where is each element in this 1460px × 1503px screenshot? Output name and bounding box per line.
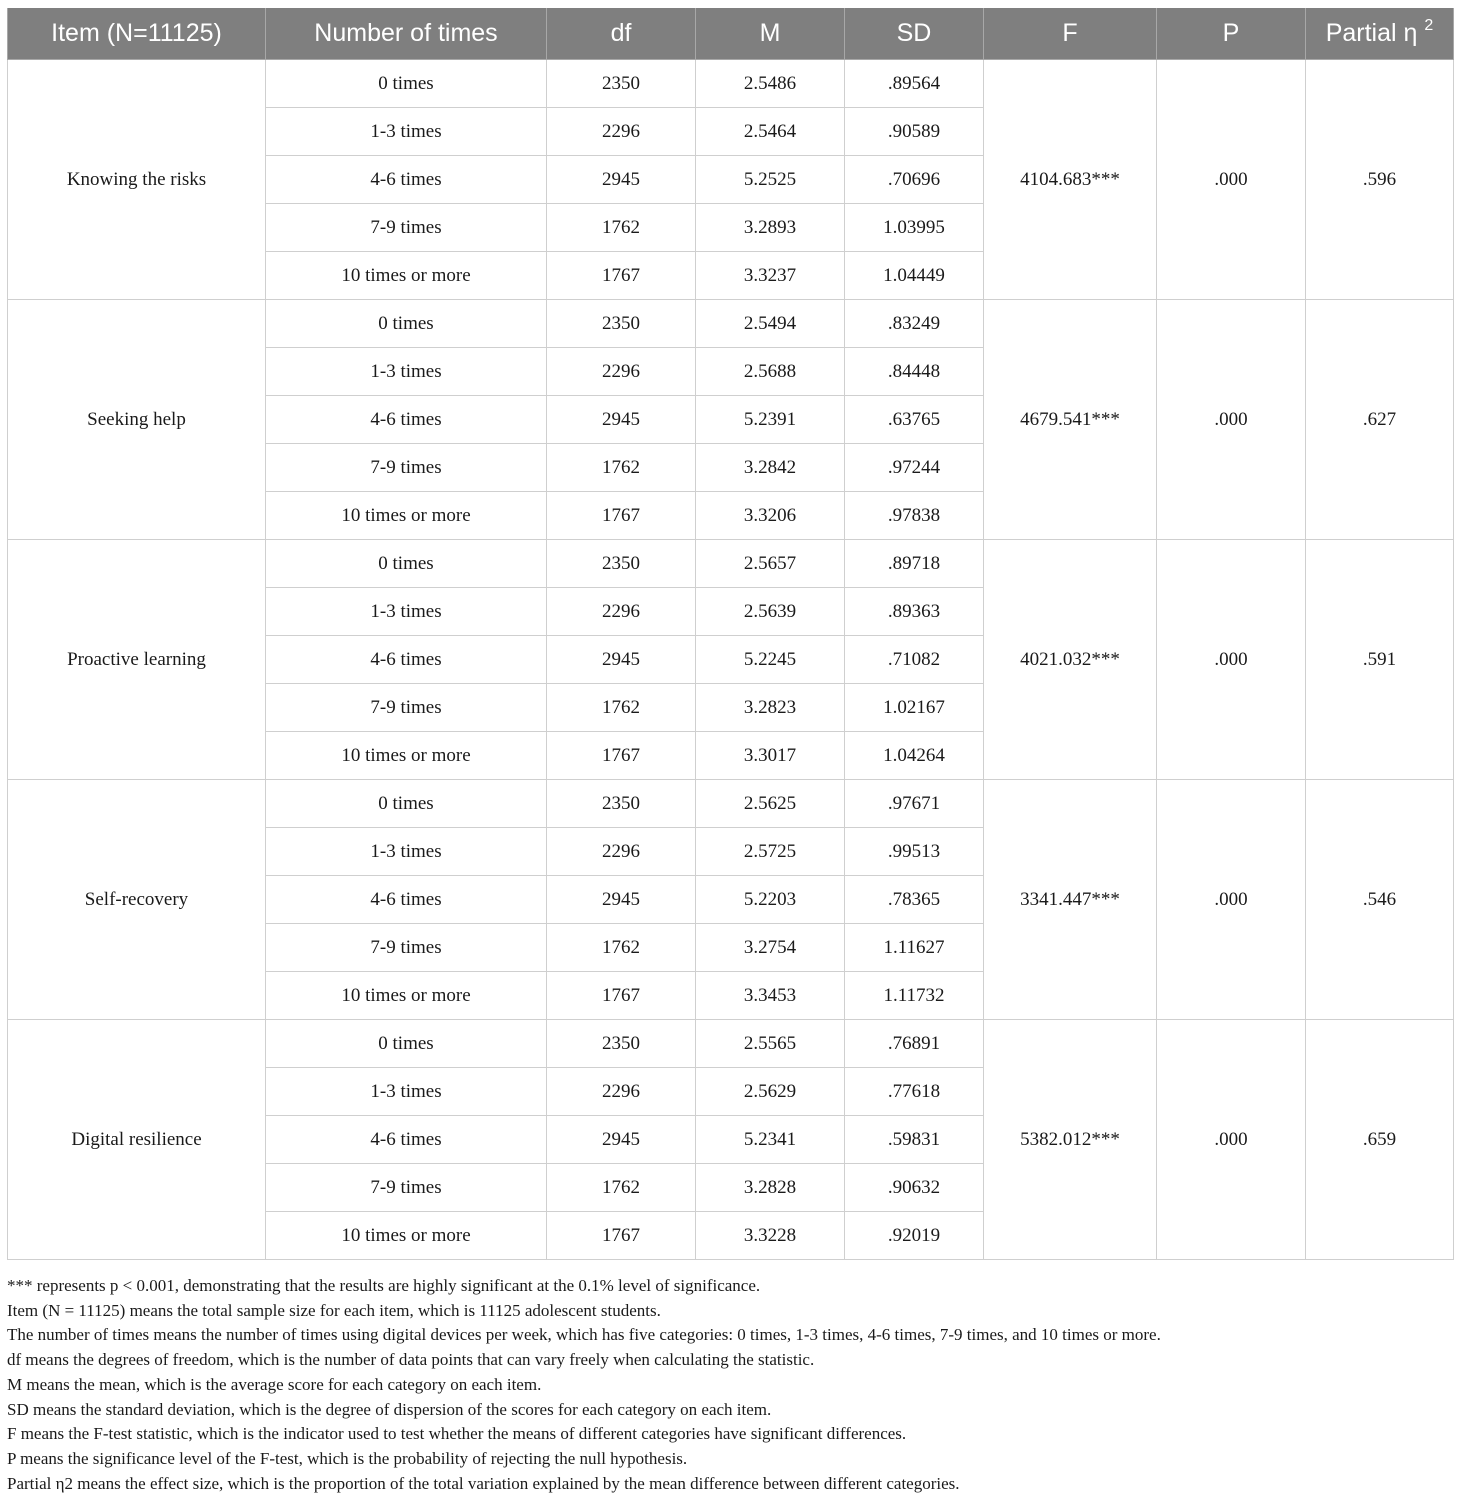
times-cell: 1-3 times: [266, 828, 547, 876]
p-cell: .000: [1157, 780, 1306, 1020]
mean-cell: 5.2203: [696, 876, 845, 924]
df-cell: 2945: [547, 1116, 696, 1164]
times-cell: 4-6 times: [266, 636, 547, 684]
f-cell: 3341.447***: [984, 780, 1157, 1020]
df-cell: 1767: [547, 492, 696, 540]
df-cell: 1762: [547, 444, 696, 492]
table-note: df means the degrees of freedom, which is the number of data points that can vary freely when calculating the statistic.: [7, 1350, 815, 1370]
df-cell: 2350: [547, 540, 696, 588]
table-row: [8, 1020, 1454, 1068]
times-cell: 7-9 times: [266, 924, 547, 972]
sd-cell: .84448: [845, 348, 984, 396]
sd-cell: .77618: [845, 1068, 984, 1116]
times-cell: 10 times or more: [266, 1212, 547, 1260]
sd-cell: .76891: [845, 1020, 984, 1068]
eta-cell: .546: [1306, 780, 1454, 1020]
mean-cell: 5.2391: [696, 396, 845, 444]
times-cell: 1-3 times: [266, 108, 547, 156]
table-note: Item (N = 11125) means the total sample size for each item, which is 11125 adolescent students.: [7, 1300, 661, 1320]
mean-cell: 3.2754: [696, 924, 845, 972]
table-note: SD means the standard deviation, which is the degree of dispersion of the scores for each category on each item.: [7, 1399, 772, 1419]
mean-cell: 2.5494: [696, 300, 845, 348]
times-cell: 10 times or more: [266, 732, 547, 780]
table-note: The number of times means the number of times using digital devices per week, which has five categories: 0 times, 1-3 times, 4-6 times, 7-9 times, and 10 times or more.: [7, 1325, 1161, 1345]
df-cell: 2945: [547, 876, 696, 924]
df-cell: 2296: [547, 828, 696, 876]
sd-cell: .89718: [845, 540, 984, 588]
times-cell: 1-3 times: [266, 588, 547, 636]
df-cell: 1762: [547, 204, 696, 252]
header-sd: SD: [845, 8, 984, 60]
sd-cell: .97838: [845, 492, 984, 540]
times-cell: 10 times or more: [266, 972, 547, 1020]
df-cell: 1767: [547, 1212, 696, 1260]
table-notes: [7, 1274, 1453, 1496]
p-cell: .000: [1157, 300, 1306, 540]
sd-cell: .78365: [845, 876, 984, 924]
header-number-of-times: Number of times: [266, 8, 547, 60]
mean-cell: 5.2341: [696, 1116, 845, 1164]
sd-cell: 1.11732: [845, 972, 984, 1020]
times-cell: 0 times: [266, 60, 547, 108]
df-cell: 1762: [547, 684, 696, 732]
times-cell: 0 times: [266, 540, 547, 588]
table-note: M means the mean, which is the average score for each category on each item.: [7, 1374, 542, 1394]
f-cell: 4104.683***: [984, 60, 1157, 300]
item-cell: Self-recovery: [8, 780, 266, 1020]
mean-cell: 3.3206: [696, 492, 845, 540]
sd-cell: .63765: [845, 396, 984, 444]
times-cell: 4-6 times: [266, 396, 547, 444]
mean-cell: 2.5464: [696, 108, 845, 156]
table-row: [8, 300, 1454, 348]
df-cell: 2350: [547, 1020, 696, 1068]
header-f: F: [984, 8, 1157, 60]
mean-cell: 3.3017: [696, 732, 845, 780]
df-cell: 2945: [547, 156, 696, 204]
sd-cell: .90632: [845, 1164, 984, 1212]
item-cell: Digital resilience: [8, 1020, 266, 1260]
mean-cell: 3.2893: [696, 204, 845, 252]
header-partial-eta-label: Partial η: [1325, 19, 1418, 47]
anova-table-container: [7, 8, 1453, 1260]
sd-cell: 1.04264: [845, 732, 984, 780]
times-cell: 0 times: [266, 1020, 547, 1068]
df-cell: 2350: [547, 60, 696, 108]
table-row: [8, 540, 1454, 588]
mean-cell: 2.5486: [696, 60, 845, 108]
mean-cell: 5.2245: [696, 636, 845, 684]
eta-cell: .596: [1306, 60, 1454, 300]
table-row: [8, 60, 1454, 108]
header-item: Item (N=11125): [8, 8, 266, 60]
p-cell: .000: [1157, 1020, 1306, 1260]
df-cell: 1762: [547, 924, 696, 972]
df-cell: 2350: [547, 300, 696, 348]
df-cell: 2945: [547, 396, 696, 444]
sd-cell: .97671: [845, 780, 984, 828]
times-cell: 7-9 times: [266, 684, 547, 732]
sd-cell: .90589: [845, 108, 984, 156]
table-note: *** represents p < 0.001, demonstrating that the results are highly significant at the 0.1% level of significance.: [7, 1276, 761, 1295]
mean-cell: 3.2842: [696, 444, 845, 492]
f-cell: 4679.541***: [984, 300, 1157, 540]
mean-cell: 3.3237: [696, 252, 845, 300]
df-cell: 1767: [547, 252, 696, 300]
f-cell: 4021.032***: [984, 540, 1157, 780]
df-cell: 1767: [547, 732, 696, 780]
df-cell: 1762: [547, 1164, 696, 1212]
sd-cell: .83249: [845, 300, 984, 348]
df-cell: 2945: [547, 636, 696, 684]
times-cell: 4-6 times: [266, 876, 547, 924]
times-cell: 7-9 times: [266, 444, 547, 492]
sd-cell: 1.02167: [845, 684, 984, 732]
header-partial-eta-sup: 2: [1424, 17, 1434, 34]
times-cell: 1-3 times: [266, 348, 547, 396]
mean-cell: 2.5639: [696, 588, 845, 636]
table-note: F means the F-test statistic, which is the indicator used to test whether the means of different categories have significant differences.: [7, 1424, 907, 1444]
mean-cell: 2.5657: [696, 540, 845, 588]
eta-cell: .591: [1306, 540, 1454, 780]
item-cell: Seeking help: [8, 300, 266, 540]
df-cell: 1767: [547, 972, 696, 1020]
sd-cell: .59831: [845, 1116, 984, 1164]
table-row: [8, 780, 1454, 828]
sd-cell: .97244: [845, 444, 984, 492]
df-cell: 2350: [547, 780, 696, 828]
f-cell: 5382.012***: [984, 1020, 1157, 1260]
times-cell: 10 times or more: [266, 252, 547, 300]
header-row: [8, 8, 1454, 60]
header-m: M: [696, 8, 845, 60]
item-cell: Proactive learning: [8, 540, 266, 780]
p-cell: .000: [1157, 60, 1306, 300]
mean-cell: 3.3228: [696, 1212, 845, 1260]
mean-cell: 3.3453: [696, 972, 845, 1020]
mean-cell: 3.2823: [696, 684, 845, 732]
sd-cell: .70696: [845, 156, 984, 204]
item-cell: Knowing the risks: [8, 60, 266, 300]
anova-table: [7, 8, 1454, 1260]
df-cell: 2296: [547, 348, 696, 396]
mean-cell: 2.5629: [696, 1068, 845, 1116]
p-cell: .000: [1157, 540, 1306, 780]
times-cell: 4-6 times: [266, 156, 547, 204]
times-cell: 4-6 times: [266, 1116, 547, 1164]
sd-cell: .89363: [845, 588, 984, 636]
times-cell: 1-3 times: [266, 1068, 547, 1116]
mean-cell: 2.5725: [696, 828, 845, 876]
sd-cell: .89564: [845, 60, 984, 108]
times-cell: 10 times or more: [266, 492, 547, 540]
sd-cell: 1.11627: [845, 924, 984, 972]
sd-cell: .92019: [845, 1212, 984, 1260]
mean-cell: 2.5688: [696, 348, 845, 396]
eta-cell: .659: [1306, 1020, 1454, 1260]
df-cell: 2296: [547, 108, 696, 156]
table-note: Partial η2 means the effect size, which is the proportion of the total variation explained by the mean difference between different categories.: [7, 1473, 960, 1493]
mean-cell: 3.2828: [696, 1164, 845, 1212]
df-cell: 2296: [547, 1068, 696, 1116]
header-df: df: [547, 8, 696, 60]
mean-cell: 2.5565: [696, 1020, 845, 1068]
times-cell: 7-9 times: [266, 1164, 547, 1212]
times-cell: 0 times: [266, 300, 547, 348]
eta-cell: .627: [1306, 300, 1454, 540]
header-p: P: [1157, 8, 1306, 60]
times-cell: 0 times: [266, 780, 547, 828]
df-cell: 2296: [547, 588, 696, 636]
table-note: P means the significance level of the F-test, which is the probability of rejecting the null hypothesis.: [7, 1448, 688, 1468]
times-cell: 7-9 times: [266, 204, 547, 252]
sd-cell: .71082: [845, 636, 984, 684]
sd-cell: .99513: [845, 828, 984, 876]
mean-cell: 5.2525: [696, 156, 845, 204]
sd-cell: 1.03995: [845, 204, 984, 252]
sd-cell: 1.04449: [845, 252, 984, 300]
header-partial-eta: [1306, 8, 1454, 60]
mean-cell: 2.5625: [696, 780, 845, 828]
